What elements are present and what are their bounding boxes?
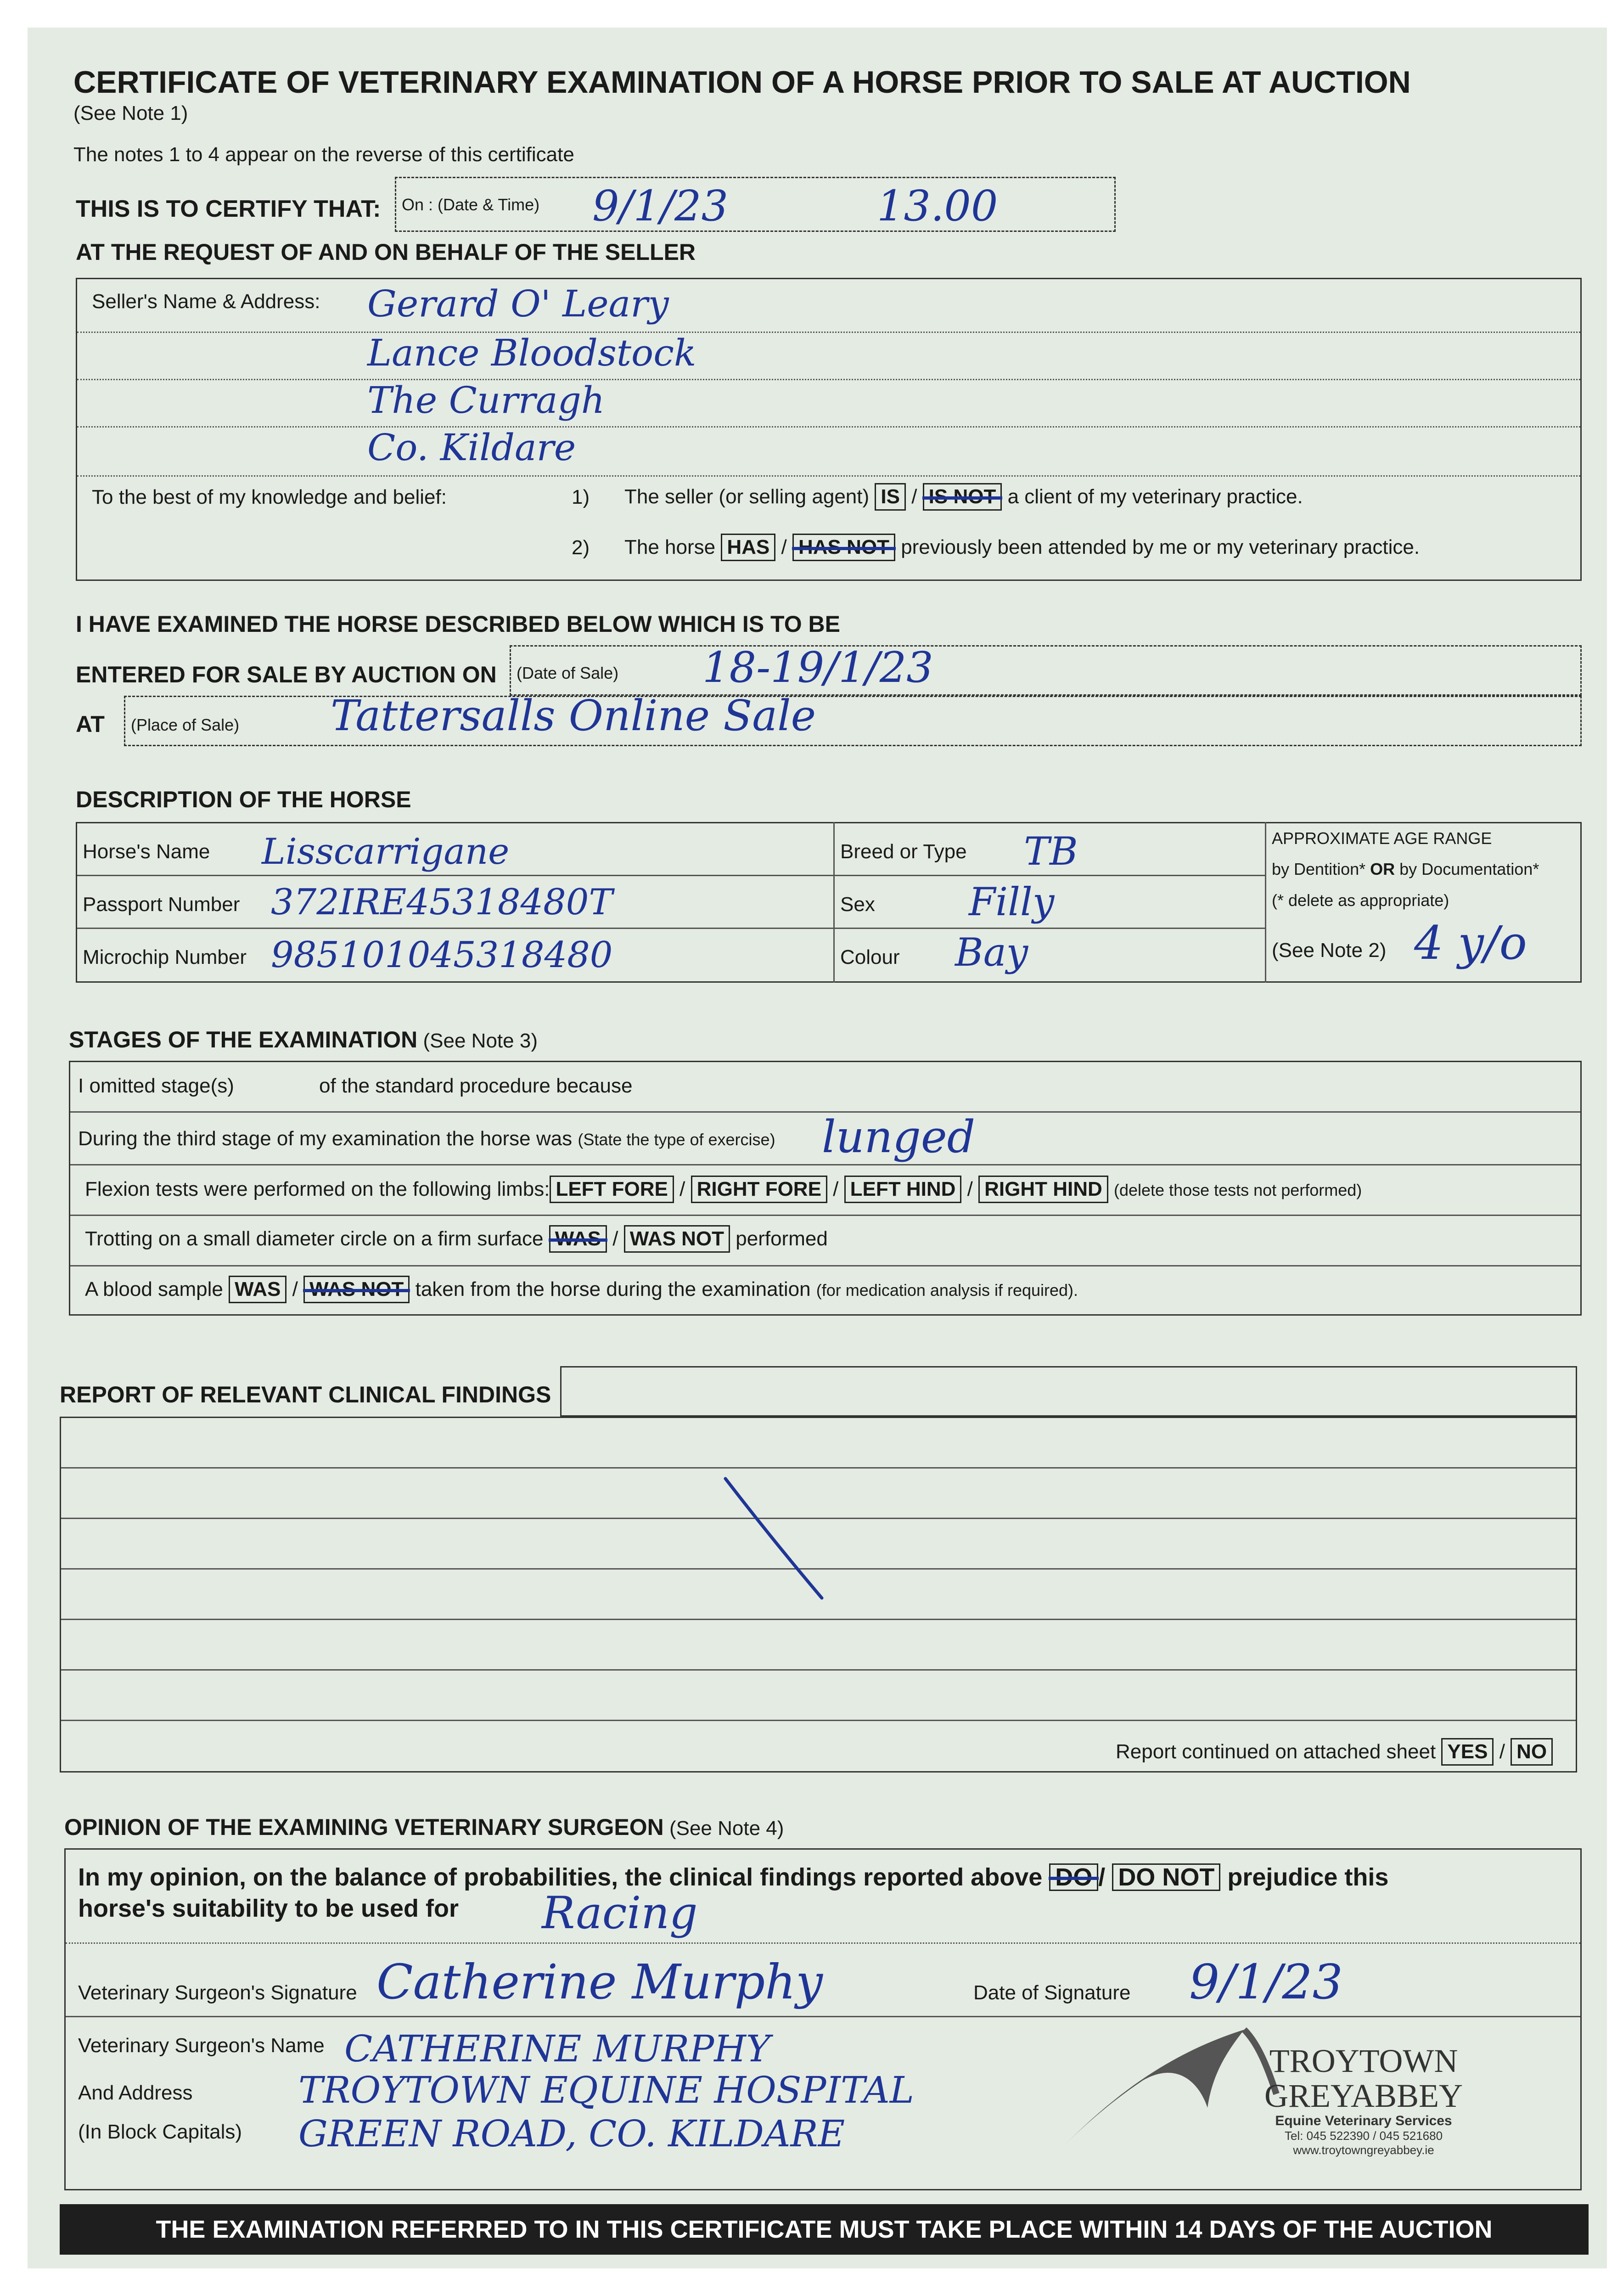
sale-date-value: 18-19/1/23 — [702, 643, 933, 692]
statement-2-number: 2) — [572, 536, 590, 559]
certify-label: THIS IS TO CERTIFY THAT: — [76, 196, 381, 222]
limb-left-hind[interactable]: LEFT HIND — [844, 1176, 962, 1203]
breed-value: TB — [1024, 829, 1078, 874]
limb-left-fore[interactable]: LEFT FORE — [550, 1176, 674, 1203]
seller-line-2: Lance Bloodstock — [367, 332, 696, 374]
exam-time-value: 13.00 — [877, 181, 998, 231]
trot-was-not[interactable]: WAS NOT — [624, 1225, 730, 1253]
address-label: And Address — [78, 2082, 193, 2104]
sale-place-value: Tattersalls Online Sale — [331, 691, 816, 740]
option-is-not-struck[interactable]: IS NOT — [923, 483, 1002, 511]
statement-1: The seller (or selling agent) IS / IS NOT a client of my veterinary practice. — [624, 483, 1303, 511]
colour-value: Bay — [955, 930, 1028, 975]
option-has-not-struck[interactable]: HAS NOT — [792, 534, 895, 561]
age-see-note: (See Note 2) — [1272, 939, 1387, 962]
sex-label: Sex — [840, 893, 875, 916]
colour-label: Colour — [840, 946, 900, 968]
stamp-name-1: TROYTOWN — [1269, 2043, 1458, 2079]
signature-label: Veterinary Surgeon's Signature — [78, 1981, 357, 2004]
blood-was[interactable]: WAS — [229, 1276, 286, 1303]
seller-line-1: Gerard O' Leary — [367, 282, 669, 325]
surgeon-name-label: Veterinary Surgeon's Name — [78, 2034, 325, 2057]
horse-section-title: DESCRIPTION OF THE HORSE — [76, 787, 411, 812]
opinion-line-2: horse's suitability to be used for — [78, 1895, 459, 1922]
at-label: AT — [76, 711, 105, 737]
date-of-signature-value: 9/1/23 — [1189, 1954, 1343, 2010]
stages-title-row: STAGES OF THE EXAMINATION (See Note 3) — [69, 1027, 538, 1052]
age-range-by: by Dentition* OR by Documentation* — [1272, 860, 1539, 878]
opinion-title-row: OPINION OF THE EXAMINING VETERINARY SURGEON (See Note 4) — [64, 1814, 784, 1840]
knowledge-label: To the best of my knowledge and belief: — [92, 486, 447, 508]
omitted-because-label: of the standard procedure because — [319, 1075, 633, 1097]
trotting-row: Trotting on a small diameter circle on a firm surface WAS / WAS NOT performed — [85, 1225, 828, 1253]
sale-date-box — [510, 645, 1582, 696]
exercise-type-value: lunged — [822, 1111, 976, 1163]
report-continued-row: Report continued on attached sheet YES / NO — [1116, 1738, 1553, 1766]
opinion-line-1: In my opinion, on the balance of probabilities, the clinical findings reported above DO / DO NOT prejudice this — [78, 1863, 1389, 1891]
stamp-telephone: Tel: 045 522390 / 045 521680 — [1284, 2129, 1443, 2143]
stamp-website: www.troytowngreyabbey.ie — [1293, 2143, 1434, 2157]
passport-label: Passport Number — [83, 893, 240, 916]
trot-was-struck[interactable]: WAS — [549, 1225, 607, 1253]
sex-value: Filly — [969, 879, 1055, 924]
seller-line-4: Co. Kildare — [367, 426, 576, 469]
flexion-tests-row: Flexion tests were performed on the following limbs: LEFT FORE / RIGHT FORE / LEFT HIND / RIGHT HIND (delete those tests not performed) — [85, 1176, 1362, 1204]
notes-line: The notes 1 to 4 appear on the reverse of this certificate — [73, 143, 574, 166]
third-stage-label: During the third stage of my examination the horse was (State the type of exercise) — [78, 1127, 775, 1150]
limb-right-hind[interactable]: RIGHT HIND — [978, 1176, 1108, 1203]
microchip-label: Microchip Number — [83, 946, 247, 968]
examined-label: I HAVE EXAMINED THE HORSE DESCRIBED BELOW WHICH IS TO BE — [76, 611, 840, 637]
horse-name-value: Lisscarrigane — [262, 831, 510, 872]
option-is[interactable]: IS — [875, 483, 906, 511]
exam-date-value: 9/1/23 — [592, 181, 729, 231]
entered-for-sale-label: ENTERED FOR SALE BY AUCTION ON — [76, 662, 497, 687]
blood-sample-row: A blood sample WAS / WAS NOT taken from the horse during the examination (for medication analysis if required). — [85, 1276, 1078, 1304]
report-nil-stroke — [716, 1469, 836, 1607]
horse-name-label: Horse's Name — [83, 840, 210, 863]
blood-was-not-struck[interactable]: WAS NOT — [303, 1276, 410, 1303]
signature-value: Catherine Murphy — [376, 1954, 823, 2010]
breed-label: Breed or Type — [840, 840, 967, 863]
opinion-do-struck[interactable]: DO — [1049, 1863, 1098, 1891]
age-delete-note: (* delete as appropriate) — [1272, 891, 1449, 910]
address-line-2: GREEN ROAD, CO. KILDARE — [298, 2112, 845, 2155]
report-title: REPORT OF RELEVANT CLINICAL FINDINGS — [60, 1382, 551, 1407]
seller-name-label: Seller's Name & Address: — [92, 290, 320, 313]
request-label: AT THE REQUEST OF AND ON BEHALF OF THE SELLER — [76, 239, 696, 265]
seller-line-3: The Curragh — [367, 379, 605, 422]
surgeon-name-value: CATHERINE MURPHY — [344, 2027, 770, 2070]
statement-1-number: 1) — [572, 486, 590, 508]
stamp-subtitle: Equine Veterinary Services — [1275, 2113, 1452, 2128]
passport-value: 372IRE45318480T — [271, 882, 613, 923]
footer-banner: THE EXAMINATION REFERRED TO IN THIS CERTIFICATE MUST TAKE PLACE WITHIN 14 DAYS OF THE AUCTION — [60, 2204, 1589, 2255]
option-has[interactable]: HAS — [721, 534, 775, 561]
stamp-name-2: GREYABBEY — [1264, 2077, 1463, 2114]
block-capitals-label: (In Block Capitals) — [78, 2121, 242, 2143]
intended-use-value: Racing — [542, 1887, 698, 1939]
report-continued-yes[interactable]: YES — [1441, 1738, 1494, 1766]
statement-2: The horse HAS / HAS NOT previously been attended by me or my veterinary practice. — [624, 534, 1420, 561]
troytown-logo-icon — [1061, 2025, 1281, 2163]
date-of-signature-label: Date of Signature — [973, 1981, 1131, 2004]
sale-place-label: (Place of Sale) — [131, 715, 240, 734]
opinion-do-not[interactable]: DO NOT — [1112, 1863, 1220, 1891]
report-title-box — [560, 1366, 1577, 1417]
practice-stamp — [1253, 2043, 1474, 2157]
omitted-stages-label: I omitted stage(s) — [78, 1075, 234, 1097]
title-see-note: (See Note 1) — [73, 102, 188, 124]
address-line-1: TROYTOWN EQUINE HOSPITAL — [298, 2069, 914, 2111]
report-continued-no[interactable]: NO — [1511, 1738, 1553, 1766]
sale-date-label: (Date of Sale) — [517, 664, 619, 682]
certificate-title: CERTIFICATE OF VETERINARY EXAMINATION OF A HORSE PRIOR TO SALE AT AUCTION — [73, 65, 1411, 100]
age-value: 4 y/o — [1414, 916, 1527, 970]
date-time-label: On : (Date & Time) — [402, 195, 540, 214]
age-range-title: APPROXIMATE AGE RANGE — [1272, 829, 1492, 848]
microchip-value: 985101045318480 — [271, 934, 613, 976]
limb-right-fore[interactable]: RIGHT FORE — [691, 1176, 827, 1203]
